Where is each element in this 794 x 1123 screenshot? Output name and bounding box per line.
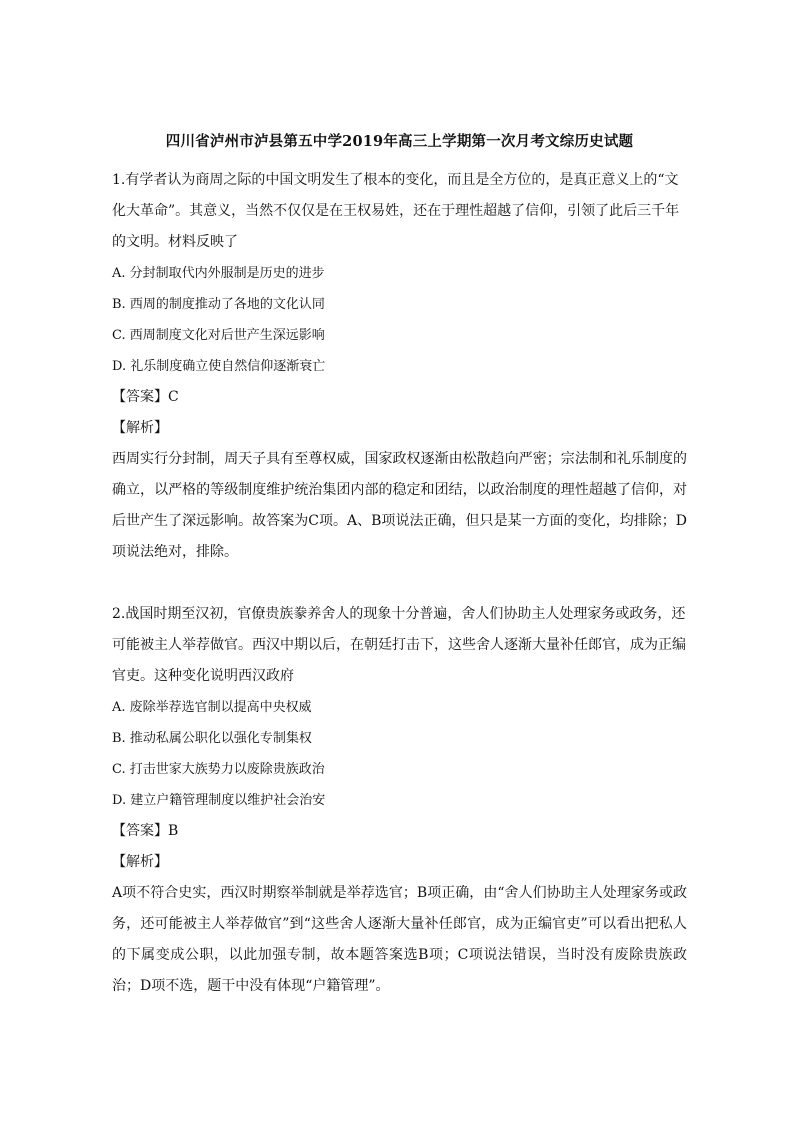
spacer (112, 568, 687, 599)
option-b: B. 推动私属公职化以强化专制集权 (112, 731, 312, 746)
answer-line: 【答案】B (112, 823, 179, 839)
option-d: D. 建立户籍管理制度以维护社会治安 (112, 793, 326, 808)
option-d: D. 礼乐制度确立使自然信仰逐渐衰亡 (112, 359, 326, 374)
question-2 (112, 599, 687, 1002)
question-1 (112, 165, 687, 568)
analysis-label: 【解析】 (112, 854, 168, 870)
option-a: A. 分封制取代内外服制是历史的进步 (112, 266, 325, 281)
option-c: C. 西周制度文化对后世产生深远影响 (112, 328, 325, 343)
answer-line: 【答案】C (112, 389, 179, 405)
document-title: 四川省泸州市泸县第五中学2019年高三上学期第一次月考文综历史试题 (165, 133, 634, 150)
option-b: B. 西周的制度推动了各地的文化认同 (112, 297, 325, 312)
analysis-text: A项不符合史实，西汉时期察举制就是举荐选官；B项正确，由“舍人们协助主人处理家务或政务，还可能被主人举荐做官”到“这些舍人逐渐大量补任郎官，成为正编官吏”可以看出把私人的下属变成公职，以此加强专制，故本题答案选B项；C项说法错误，当时没有废除贵族政治；D项不选，题干中没有体现“户籍管理”。 (112, 885, 687, 994)
analysis-text: 西周实行分封制，周天子具有至尊权威，国家政权逐渐由松散趋向严密；宗法制和礼乐制度的确立，以严格的等级制度维护统治集团内部的稳定和团结，以政治制度的理性超越了信仰，对后世产生了深远影响。故答案为C项。A、B项说法正确，但只是某一方面的变化，均排除；D项说法绝对，排除。 (112, 451, 687, 560)
analysis-label: 【解析】 (112, 420, 168, 436)
question-stem: 2.战国时期至汉初，官僚贵族豢养舍人的现象十分普遍，舍人们协助主人处理家务或政务，还可能被主人举荐做官。西汉中期以后，在朝廷打击下，这些舍人逐渐大量补任郎官，成为正编官吏。这种变化说明西汉政府 (112, 606, 686, 684)
option-a: A. 废除举荐选官制以提高中央权威 (112, 700, 312, 715)
question-stem: 1.有学者认为商周之际的中国文明发生了根本的变化，而且是全方位的，是真正意义上的“文化大革命”。其意义，当然不仅仅是在王权易姓，还在于理性超越了信仰，引领了此后三千年的文明。材料反映了 (112, 172, 680, 250)
exam-page (112, 130, 687, 1002)
option-c: C. 打击世家大族势力以废除贵族政治 (112, 762, 325, 777)
